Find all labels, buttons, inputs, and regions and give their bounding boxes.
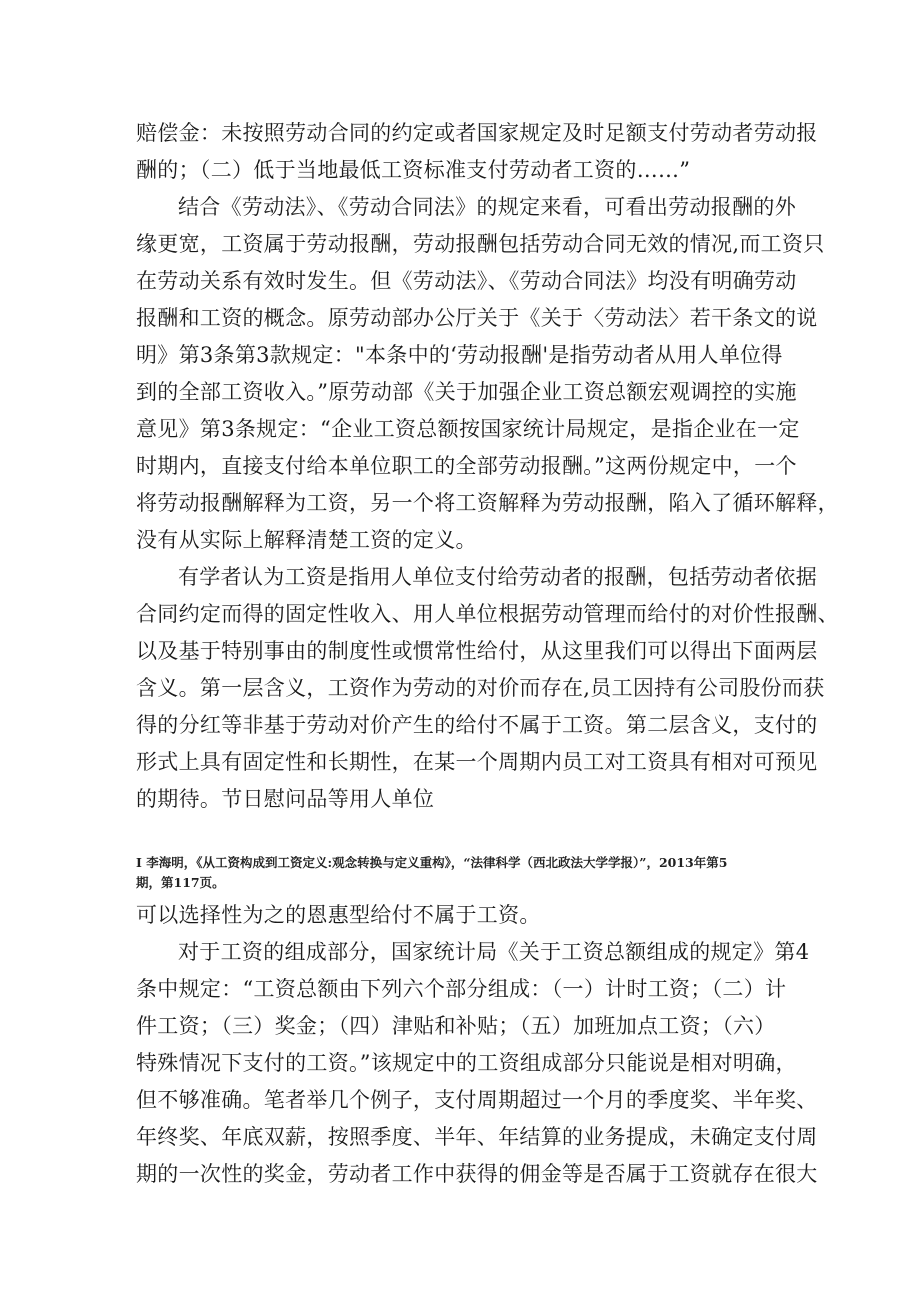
- text-line: 到的全部工资收入。”原劳动部《关于加强企业工资总额宏观调控的实施: [136, 380, 797, 404]
- text-line: 含义。第一层含义，工资作为劳动的对价而存在,员工因持有公司股份而获: [136, 676, 825, 700]
- text-line: 形式上具有固定性和长期性，在某一个周期内员工对工资具有相对可预见: [136, 750, 818, 774]
- text-line: 条中规定：“工资总额由下列六个部分组成：（一）计时工资；（二）计: [136, 977, 787, 1001]
- paragraph-start-line: 有学者认为工资是指用人单位支付给劳动者的报酬，包括劳动者依据: [178, 565, 817, 589]
- text-line: 得的分红等非基于劳动对价产生的给付不属于工资。第二层含义，支付的: [136, 713, 818, 737]
- text-line: 没有从实际上解释清楚工资的定义。: [136, 528, 477, 552]
- text-line: 意见》第3条规定：“企业工资总额按国家统计局规定，是指企业在一定: [136, 417, 800, 441]
- text-line: 时期内，直接支付给本单位职工的全部劳动报酬。”这两份规定中，一个: [136, 454, 797, 478]
- footnote-line: I 李海明，《从工资构成到工资定义:观念转换与定义重构》，“法律科学（西北政法大学学报）”，2013年第5: [136, 855, 728, 870]
- text-line: 期的一次性的奖金，劳动者工作中获得的佣金等是否属于工资就存在很大: [136, 1162, 818, 1186]
- text-line: 合同约定而得的固定性收入、用人单位根据劳动管理而给付的对价性报酬、: [136, 602, 839, 626]
- text-line: 缘更宽，工资属于劳动报酬，劳动报酬包括劳动合同无效的情况,而工资只: [136, 232, 825, 256]
- footnote-line: 期，第117页。: [136, 875, 225, 890]
- text-line: 的期待。节日慰问品等用人单位: [136, 787, 435, 811]
- paragraph-start-line: 对于工资的组成部分，国家统计局《关于工资总额组成的规定》第4: [178, 940, 810, 964]
- text-line: 明》第3条第3款规定："本条中的‘劳动报酬'是指劳动者从用人单位得: [136, 343, 783, 367]
- text-line: 特殊情况下支付的工资。”该规定中的工资组成部分只能说是相对明确，: [136, 1051, 797, 1075]
- text-line: 在劳动关系有效时发生。但《劳动法》、《劳动合同法》均没有明确劳动: [136, 269, 797, 293]
- text-line: 将劳动报酬解释为工资，另一个将工资解释为劳动报酬，陷入了循环解释，: [136, 491, 839, 515]
- paragraph-start-line: 结合《劳动法》、《劳动合同法》的规定来看，可看出劳动报酬的外: [178, 195, 796, 219]
- text-line: 酬的；（二）低于当地最低工资标准支付劳动者工资的……”: [136, 158, 691, 182]
- text-line: 可以选择性为之的恩惠型给付不属于工资。: [136, 903, 541, 927]
- text-line: 以及基于特别事由的制度性或惯常性给付，从这里我们可以得出下面两层: [136, 639, 818, 663]
- text-line: 件工资；（三）奖金；（四）津贴和补贴；（五）加班加点工资；（六）: [136, 1014, 776, 1038]
- text-line: 报酬和工资的概念。原劳动部办公厅关于《关于〈劳动法〉若干条文的说: [136, 306, 818, 330]
- text-line: 赔偿金：未按照劳动合同的约定或者国家规定及时足额支付劳动者劳动报: [136, 121, 818, 145]
- text-line: 年终奖、年底双薪，按照季度、半年、年结算的业务提成，未确定支付周: [136, 1125, 818, 1149]
- text-line: 但不够准确。笔者举几个例子，支付周期超过一个月的季度奖、半年奖、: [136, 1088, 818, 1112]
